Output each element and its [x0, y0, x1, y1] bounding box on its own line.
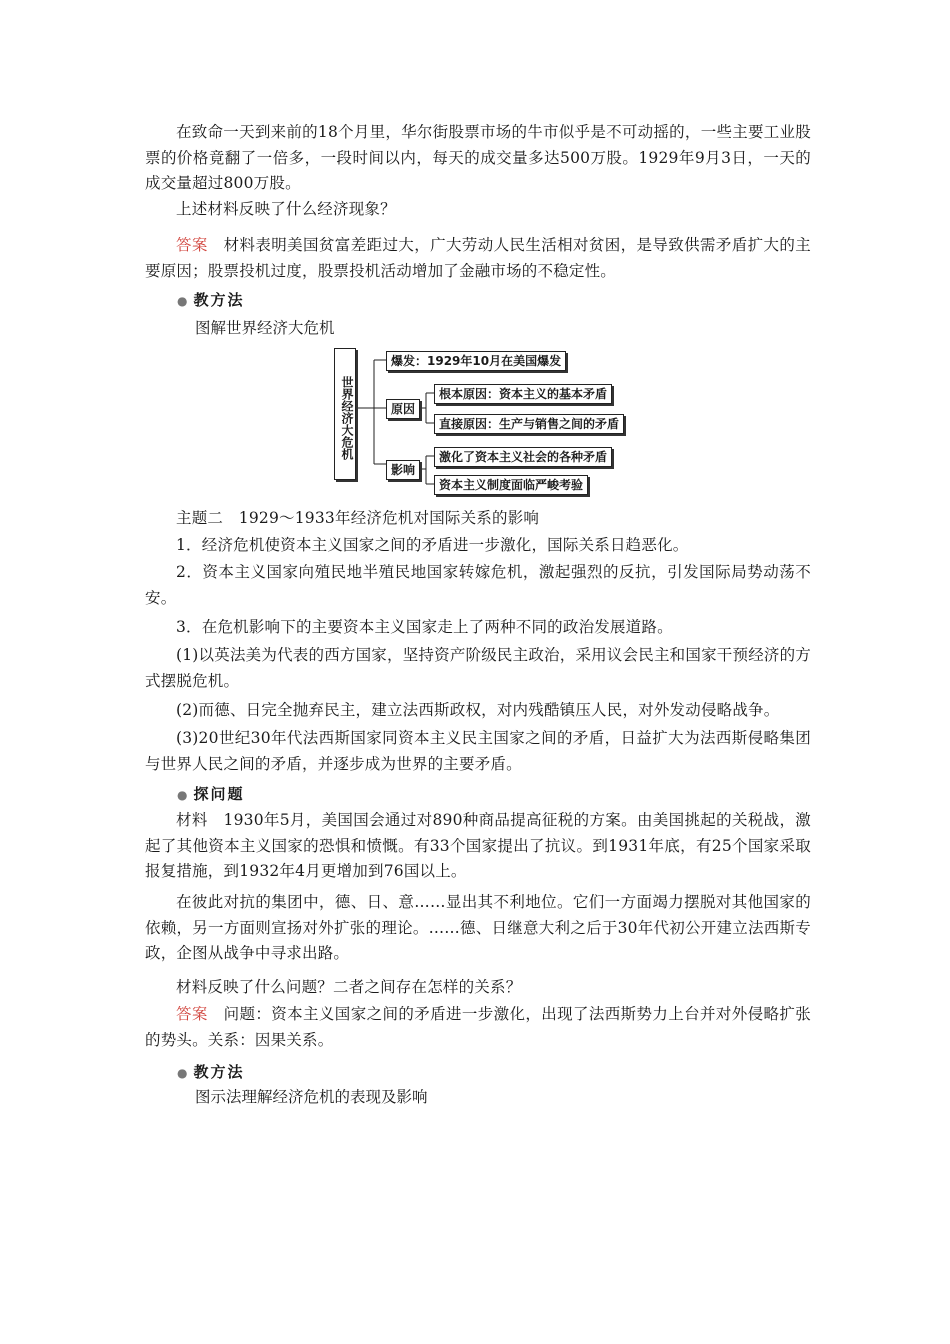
question-1: 上述材料反映了什么经济现象？: [176, 200, 396, 218]
answer-2-text: 问题：资本主义国家之间的矛盾进一步激化，出现了法西斯势力上台并对外侵略扩张的势头。关系：因果关系。: [145, 1005, 812, 1049]
answer-1: [145, 233, 811, 284]
bullet-dot-icon: ●: [177, 294, 188, 308]
teach-method-label: 教方法: [193, 291, 245, 309]
diagram-outbreak-box: 爆发：1929年10月在美国爆发: [386, 351, 566, 371]
diagram-impact-2-box: 资本主义制度面临严峻考验: [434, 475, 588, 495]
paragraph-stock-market: 在致命一天到来前的18个月里，华尔街股票市场的牛市似乎是不可动摇的，一些主要工业股票的价格竟翻了一倍多，一段时间以内，每天的成交量多达500万股。1929年9月3日，一天的成交量超过800万股。: [145, 123, 811, 192]
material-1: [145, 808, 811, 885]
question-2: 材料反映了什么问题？二者之间存在怎样的关系？: [176, 978, 522, 996]
teach-method-label-2: 教方法: [193, 1063, 245, 1081]
point-2: 2．资本主义国家向殖民地半殖民地国家转嫁危机，激起强烈的反抗，引发国际局势动荡不安。: [145, 563, 811, 607]
teach-method-heading-2: [177, 1062, 245, 1083]
point-3-2: (2)而德、日完全抛弃民主，建立法西斯政权，对内残酷镇压人民，对外发动侵略战争。: [176, 701, 780, 719]
diagram-root-cause-box: 根本原因：资本主义的基本矛盾: [434, 384, 612, 404]
answer-label: 答案: [176, 236, 208, 254]
point-3-3: (3)20世纪30年代法西斯国家同资本主义民主国家之间的矛盾，日益扩大为法西斯侵略集团与世界人民之间的矛盾，并逐步成为世界的主要矛盾。: [145, 729, 811, 773]
point-3: 3．在危机影响下的主要资本主义国家走上了两种不同的政治发展道路。: [176, 618, 673, 636]
diagram-direct-cause-box: 直接原因：生产与销售之间的矛盾: [434, 414, 624, 434]
diagram-cause-box: 原因: [386, 399, 420, 419]
topic-2-heading: 主题二 1929～1933年经济危机对国际关系的影响: [176, 509, 540, 527]
point-3-1: (1)以英法美为代表的西方国家，坚持资产阶级民主政治，采用议会民主和国家干预经济的方式摆脱危机。: [145, 646, 811, 690]
diagram-caption: 图解世界经济大危机: [195, 319, 335, 337]
answer-2: [145, 1002, 811, 1053]
bullet-dot-icon: ●: [177, 788, 188, 802]
teach-method-heading: [177, 290, 245, 311]
material-2: 在彼此对抗的集团中，德、日、意……显出其不利地位。它们一方面竭力摆脱对其他国家的依赖，另一方面则宣扬对外扩张的理论。……德、日继意大利之后于30年代初公开建立法西斯专政，企图从战争中寻求出路。: [145, 893, 811, 962]
caption-2: 图示法理解经济危机的表现及影响: [195, 1088, 428, 1106]
material-1-text: 1930年5月，美国国会通过对890种商品提高征税的方案。由美国挑起的关税战，激起了其他资本主义国家的恐惧和愤慨。有33个国家提出了抗议。到1931年底，有25个国家采取报复措施，到1932年4月更增加到76国以上。: [145, 811, 811, 880]
point-1: 1．经济危机使资本主义国家之间的矛盾进一步激化，国际关系日趋恶化。: [176, 536, 689, 554]
diagram-impact-1-box: 激化了资本主义社会的各种矛盾: [434, 447, 612, 467]
answer-label: 答案: [176, 1005, 208, 1023]
crisis-diagram: [334, 348, 654, 498]
answer-1-text: 材料表明美国贫富差距过大，广大劳动人民生活相对贫困，是导致供需矛盾扩大的主要原因；股票投机过度，股票投机活动增加了金融市场的不稳定性。: [145, 236, 812, 280]
material-label: 材料: [176, 811, 208, 829]
bullet-dot-icon: ●: [177, 1066, 188, 1080]
explore-label: 探问题: [193, 785, 245, 803]
explore-heading: [177, 784, 245, 805]
diagram-impact-box: 影响: [386, 460, 420, 480]
diagram-root-box: 世界经济大危机: [334, 348, 356, 480]
